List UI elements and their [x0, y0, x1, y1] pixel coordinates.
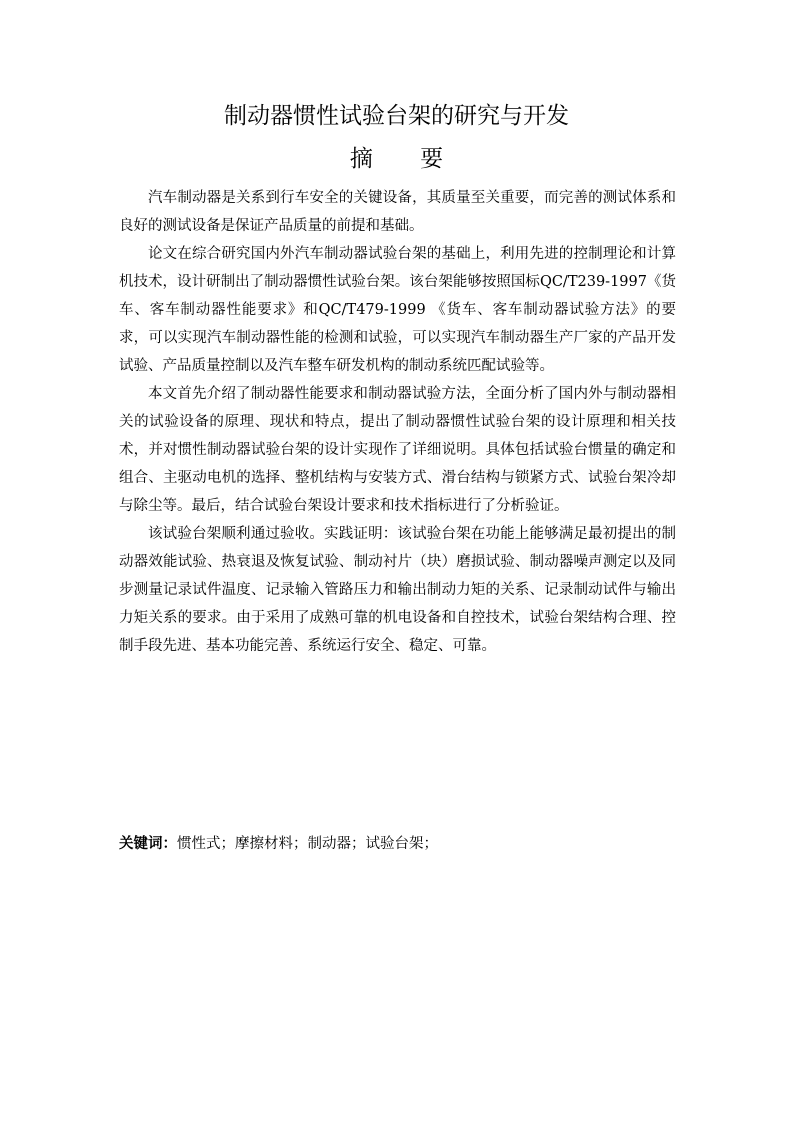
keywords-line: [119, 832, 676, 856]
abstract-paragraph: 本文首先介绍了制动器性能要求和制动器试验方法，全面分析了国内外与制动器相关的试验设备的原理、现状和特点，提出了制动器惯性试验台架的设计原理和相关技术，并对惯性制动器试验台架的设计实现作了详细说明。具体包括试验台惯量的确定和组合、主驱动电机的选择、整机结构与安装方式、滑台结构与锁紧方式、试验台架冷却与除尘等。最后，结合试验台架设计要求和技术指标进行了分析验证。: [119, 386, 676, 514]
abstract-paragraph: 论文在综合研究国内外汽车制动器试验台架的基础上，利用先进的控制理论和计算机技术，设计研制出了制动器惯性试验台架。该台架能够按照国标QC/T239-1997《货车、客车制动器性能要求》和QC/T479-1999 《货车、客车制动器试验方法》的要求，可以实现汽车制动器性能的检测和试验，可以实现汽车制动器生产厂家的产品开发试验、产品质量控制以及汽车整车研发机构的制动系统匹配试验等。: [119, 246, 676, 374]
abstract-body: [119, 184, 676, 660]
keywords-label: 关键词：: [119, 836, 177, 852]
abstract-heading: 摘 要: [349, 146, 464, 172]
keywords-text: 惯性式；摩擦材料；制动器；试验台架；: [177, 836, 438, 852]
abstract-paragraph: 汽车制动器是关系到行车安全的关键设备，其质量至关重要，而完善的测试体系和良好的测试设备是保证产品质量的前提和基础。: [119, 190, 676, 234]
paper-title: 制动器惯性试验台架的研究与开发: [224, 103, 569, 129]
abstract-paragraph: 该试验台架顺利通过验收。实践证明：该试验台架在功能上能够满足最初提出的制动器效能试验、热衰退及恢复试验、制动衬片（块）磨损试验、制动器噪声测定以及同步测量记录试件温度、记录输入管路压力和输出制动力矩的关系、记录制动试件与输出力矩关系的要求。由于采用了成熟可靠的机电设备和自控技术，试验台架结构合理、控制手段先进、基本功能完善、系统运行安全、稳定、可靠。: [119, 526, 676, 654]
